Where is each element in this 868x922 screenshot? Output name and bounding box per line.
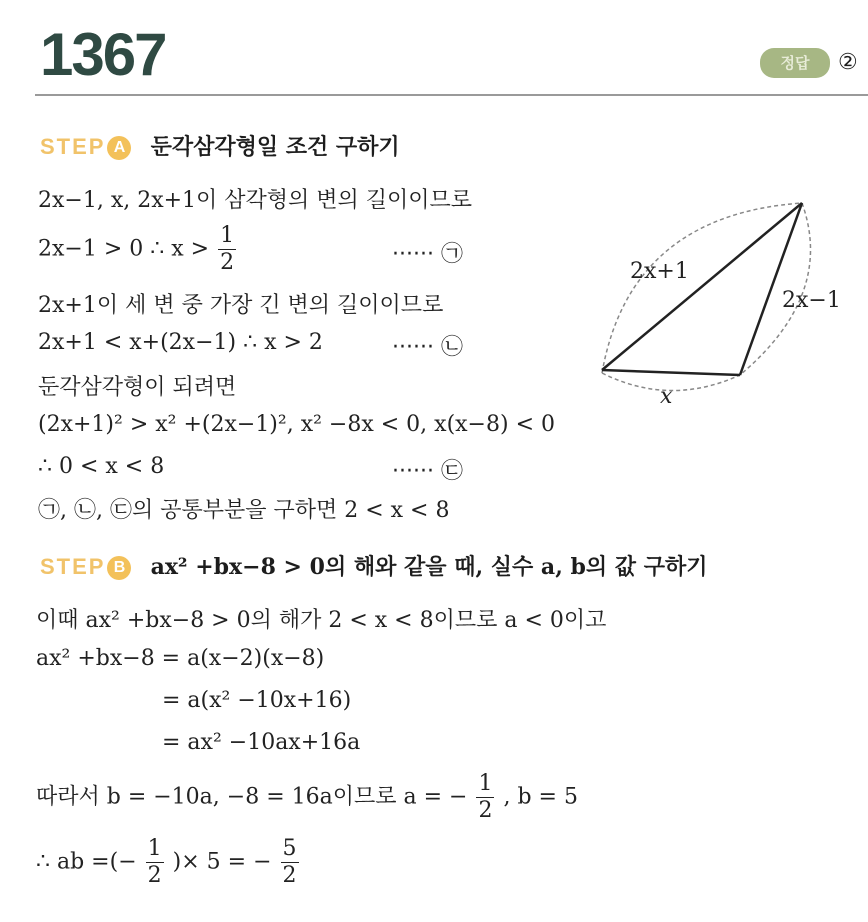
step-a-line-3: 2x+1이 세 변 중 가장 긴 변의 길이이므로 bbox=[38, 293, 444, 318]
step-a-line-7: ∴ 0 < x < 8 bbox=[38, 454, 165, 479]
step-a-line-2-lhs: 2x−1 > 0 ∴ x > bbox=[38, 236, 210, 262]
step-a-line-6: (2x+1)² > x² +(2x−1)², x² −8x < 0, x(x−8) < 0 bbox=[38, 412, 555, 437]
problem-number: 1367 bbox=[40, 21, 166, 88]
fraction-one-half-b: $\frac{1}{2}$ bbox=[478, 771, 493, 823]
step-a-line-1: 2x−1, x, 2x+1이 삼각형의 변의 길이이므로 bbox=[38, 188, 473, 213]
step-a-tag: STEP A bbox=[40, 134, 131, 159]
header-divider bbox=[35, 94, 868, 96]
fraction-one-half: $\frac{1}{2}$ bbox=[220, 223, 235, 275]
side-bottom bbox=[602, 370, 740, 375]
label-right-side: 2x−1 bbox=[782, 288, 841, 313]
label-hypotenuse: 2x+1 bbox=[630, 259, 689, 284]
step-b-line-4: = ax² −10ax+16a bbox=[162, 730, 361, 755]
step-b-line-6-pre: ∴ ab =(− bbox=[36, 849, 137, 875]
marker-c: ······ ㉢ bbox=[392, 459, 463, 484]
step-a-line-5: 둔각삼각형이 되려면 bbox=[38, 375, 237, 400]
step-b-line-5-post: , b = 5 bbox=[503, 784, 578, 810]
marker-b: ······ ㉡ bbox=[392, 335, 463, 360]
step-b-line-2: ax² +bx−8 = a(x−2)(x−8) bbox=[36, 646, 325, 671]
step-b-line-6-mid: )× 5 = − bbox=[172, 849, 272, 875]
step-b-line-6 bbox=[36, 838, 301, 887]
answer-value: ② bbox=[838, 50, 858, 75]
step-b-line-5-text: 따라서 b = −10a, −8 = 16a이므로 a = − bbox=[36, 784, 468, 810]
step-b-line-5 bbox=[36, 773, 578, 822]
step-a-line-8: ㉠, ㉡, ㉢의 공통부분을 구하면 2 < x < 8 bbox=[38, 498, 450, 523]
step-b-heading bbox=[40, 550, 707, 581]
step-b-tag: STEP B bbox=[40, 554, 131, 579]
label-bottom-side: x bbox=[660, 384, 673, 409]
step-a-heading bbox=[40, 130, 400, 161]
marker-a: ······ ㉠ bbox=[392, 242, 463, 267]
obtuse-triangle-figure bbox=[590, 195, 860, 415]
step-b-title: ax² +bx−8 > 0의 해와 같을 때, 실수 a, b의 값 구하기 bbox=[150, 554, 708, 580]
step-a-line-2 bbox=[38, 225, 238, 274]
step-a-title: 둔각삼각형일 조건 구하기 bbox=[150, 135, 400, 160]
step-b-line-1: 이때 ax² +bx−8 > 0의 해가 2 < x < 8이므로 a < 0이고 bbox=[36, 608, 607, 633]
step-b-letter-icon: B bbox=[107, 556, 131, 580]
fraction-five-half: $\frac{5}{2}$ bbox=[282, 836, 297, 888]
answer-badge: 정답 bbox=[760, 48, 830, 78]
step-a-letter-icon: A bbox=[107, 136, 131, 160]
step-a-line-4: 2x+1 < x+(2x−1) ∴ x > 2 bbox=[38, 330, 323, 355]
step-b-line-3: = a(x² −10x+16) bbox=[162, 688, 352, 713]
fraction-one-half-c: $\frac{1}{2}$ bbox=[147, 836, 162, 888]
